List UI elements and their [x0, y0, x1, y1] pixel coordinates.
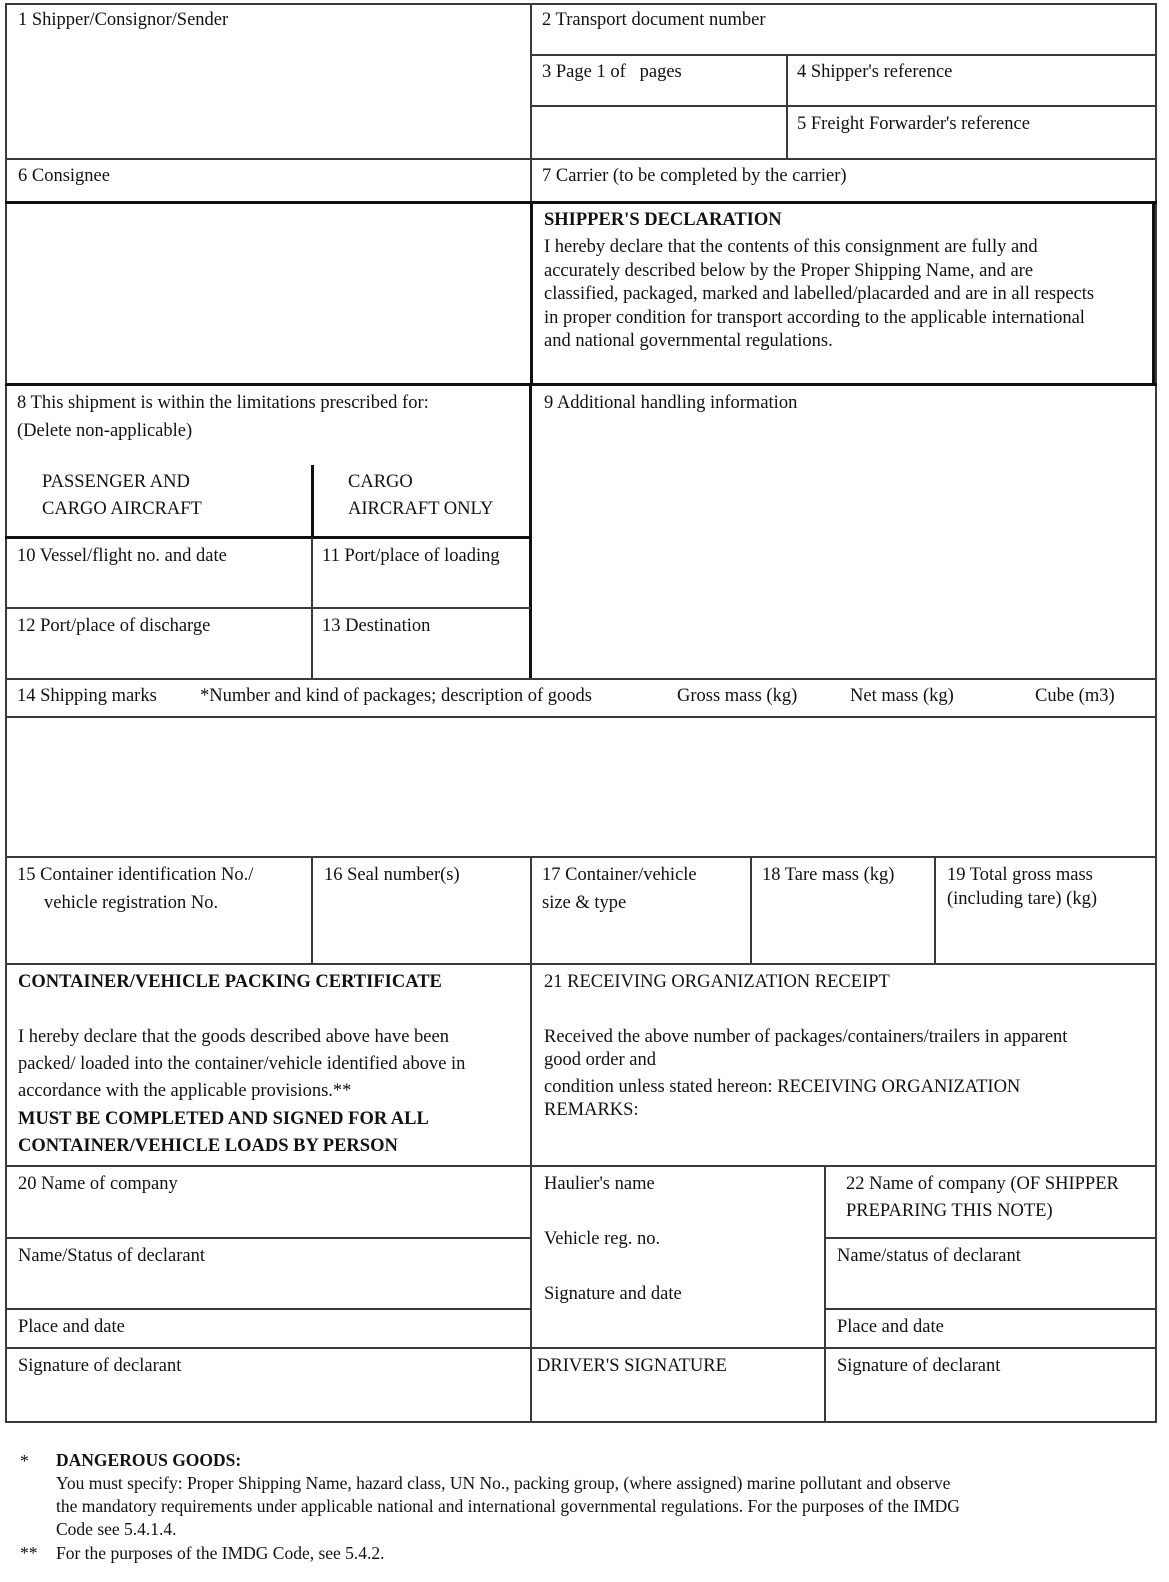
dangerous-goods-text: the mandatory requirements under applicable national and international governmental regulations. For the purposes of the IMDG [56, 1496, 960, 1516]
declaration-title: SHIPPER'S DECLARATION [544, 210, 782, 230]
declaration-box-left [530, 201, 533, 384]
divider-declaration-8 [5, 383, 1157, 386]
box3-page-label: 3 Page 1 of pages [542, 62, 682, 82]
driver-signature-label: DRIVER'S SIGNATURE [537, 1356, 727, 1376]
divider-2-3 [530, 54, 1157, 56]
box2-transport-doc-label: 2 Transport document number [542, 10, 766, 30]
box21-receipt-text: Received the above number of packages/containers/trailers in apparent [544, 1027, 1068, 1047]
box21-receipt-text: condition unless stated hereon: RECEIVING ORGANIZATION [544, 1077, 1021, 1097]
box22-place-date-label: Place and date [837, 1317, 944, 1337]
border-bottom [5, 1421, 1157, 1423]
divider-certificate-21 [530, 963, 532, 1423]
declaration-box-right [1152, 201, 1155, 384]
box20-company-label: 20 Name of company [18, 1174, 178, 1194]
option-cargo-aircraft-only: AIRCRAFT ONLY [348, 499, 494, 519]
packing-certificate-must-complete: MUST BE COMPLETED AND SIGNED FOR ALL [18, 1109, 429, 1129]
divider-12-14 [5, 678, 1157, 680]
box14-net-mass-header: Net mass (kg) [850, 686, 954, 706]
dangerous-goods-text: Code see 5.4.1.4. [56, 1519, 177, 1539]
box1-shipper-label: 1 Shipper/Consignor/Sender [18, 10, 229, 30]
option-cargo-aircraft-only: CARGO [348, 472, 413, 492]
box19-total-gross-label: 19 Total gross mass [947, 865, 1093, 885]
packing-certificate-must-complete: CONTAINER/VEHICLE LOADS BY PERSON [18, 1136, 398, 1156]
box15-container-id-label: 15 Container identification No./ [17, 865, 254, 885]
box9-handling-label: 9 Additional handling information [544, 393, 798, 413]
dangerous-goods-title: DANGEROUS GOODS: [56, 1450, 242, 1470]
divider-3-5 [530, 105, 1157, 107]
divider-3-4 [786, 54, 788, 158]
divider-8-10 [5, 536, 531, 539]
box13-destination-label: 13 Destination [322, 616, 431, 636]
divider-15-16 [311, 856, 313, 964]
declaration-line: in proper condition for transport according to the applicable international [544, 308, 1085, 328]
border-right [1155, 3, 1157, 1423]
divider-22-name-status [824, 1237, 1157, 1239]
divider-1-6 [5, 158, 1157, 160]
divider-14-15 [5, 856, 1157, 858]
divider-15-certificate [5, 963, 1157, 965]
declaration-line: I hereby declare that the contents of this consignment are fully and [544, 237, 1038, 257]
box6-consignee-label: 6 Consignee [18, 166, 110, 186]
divider-20-place-date [5, 1308, 531, 1310]
declaration-line: accurately described below by the Proper Shipping Name, and are [544, 261, 1034, 281]
divider-17-18 [750, 856, 752, 964]
box20-signature-label: Signature of declarant [18, 1356, 182, 1376]
border-left [5, 3, 7, 1423]
box14-cube-header: Cube (m3) [1035, 686, 1115, 706]
divider-18-19 [934, 856, 936, 964]
box5-forwarder-ref-label: 5 Freight Forwarder's reference [797, 114, 1030, 134]
box18-tare-mass-label: 18 Tare mass (kg) [762, 865, 895, 885]
box15-container-id-label: vehicle registration No. [44, 893, 219, 913]
box22-signature-label: Signature of declarant [837, 1356, 1001, 1376]
box22-company-label: 22 Name of company (OF SHIPPER [846, 1174, 1119, 1194]
vehicle-reg-label: Vehicle reg. no. [544, 1229, 661, 1249]
divider-aircraft-options [311, 465, 314, 537]
packing-certificate-line: accordance with the applicable provisions.** [18, 1081, 352, 1101]
footnote-double-star: ** [20, 1543, 38, 1563]
divider-signature-row [5, 1347, 1157, 1349]
divider-certificate-20 [5, 1165, 1157, 1167]
divider-20-name-status [5, 1237, 531, 1239]
box12-discharge-label: 12 Port/place of discharge [17, 616, 211, 636]
box22-name-status-label: Name/status of declarant [837, 1246, 1021, 1266]
box21-receipt-title: 21 RECEIVING ORGANIZATION RECEIPT [544, 972, 890, 992]
divider-haulier-22 [824, 1165, 826, 1423]
haulier-name-label: Haulier's name [544, 1174, 655, 1194]
option-passenger-cargo-aircraft: CARGO AIRCRAFT [42, 499, 202, 519]
box8-delete-note: (Delete non-applicable) [17, 421, 193, 441]
packing-certificate-line: I hereby declare that the goods described above have been [18, 1027, 449, 1047]
packing-certificate-line: packed/ loaded into the container/vehicle identified above in [18, 1054, 466, 1074]
haulier-signature-date-label: Signature and date [544, 1284, 682, 1304]
option-passenger-cargo-aircraft: PASSENGER AND [42, 472, 190, 492]
box20-name-status-label: Name/Status of declarant [18, 1246, 205, 1266]
box17-size-type-label: size & type [542, 893, 627, 913]
packing-certificate-title: CONTAINER/VEHICLE PACKING CERTIFICATE [18, 972, 442, 992]
border-top [5, 3, 1157, 5]
box14-gross-mass-header: Gross mass (kg) [677, 686, 798, 706]
box17-size-type-label: 17 Container/vehicle [542, 865, 697, 885]
box22-company-label: PREPARING THIS NOTE) [846, 1201, 1053, 1221]
box10-vessel-label: 10 Vessel/flight no. and date [17, 546, 227, 566]
footnote-star: * [20, 1451, 29, 1471]
declaration-line: classified, packaged, marked and labelled/placarded and are in all respects [544, 284, 1095, 304]
box11-loading-label: 11 Port/place of loading [322, 546, 500, 566]
box8-limitations-label: 8 This shipment is within the limitations prescribed for: [17, 393, 429, 413]
divider-col-mid-8 [529, 383, 532, 679]
divider-16-17 [530, 856, 532, 964]
box21-receipt-text: good order and [544, 1050, 656, 1070]
box21-receipt-text: REMARKS: [544, 1100, 639, 1120]
box7-carrier-label: 7 Carrier (to be completed by the carrier) [542, 166, 847, 186]
divider-6-consignee-area [5, 201, 1157, 204]
divider-22-place-date [824, 1308, 1157, 1310]
imdg-note: For the purposes of the IMDG Code, see 5.4.2. [56, 1543, 385, 1563]
dangerous-goods-text: You must specify: Proper Shipping Name, hazard class, UN No., packing group, (where assigned) marine pollutant and observe [56, 1473, 951, 1493]
box20-place-date-label: Place and date [18, 1317, 125, 1337]
divider-10-12 [5, 607, 531, 609]
divider-14-header [5, 716, 1157, 718]
box4-shipper-ref-label: 4 Shipper's reference [797, 62, 953, 82]
box14-shipping-marks-header: 14 Shipping marks [17, 686, 157, 706]
declaration-line: and national governmental regulations. [544, 331, 833, 351]
box16-seal-label: 16 Seal number(s) [324, 865, 460, 885]
box14-description-header: *Number and kind of packages; description of goods [200, 686, 593, 706]
box19-total-gross-label: (including tare) (kg) [947, 889, 1097, 909]
